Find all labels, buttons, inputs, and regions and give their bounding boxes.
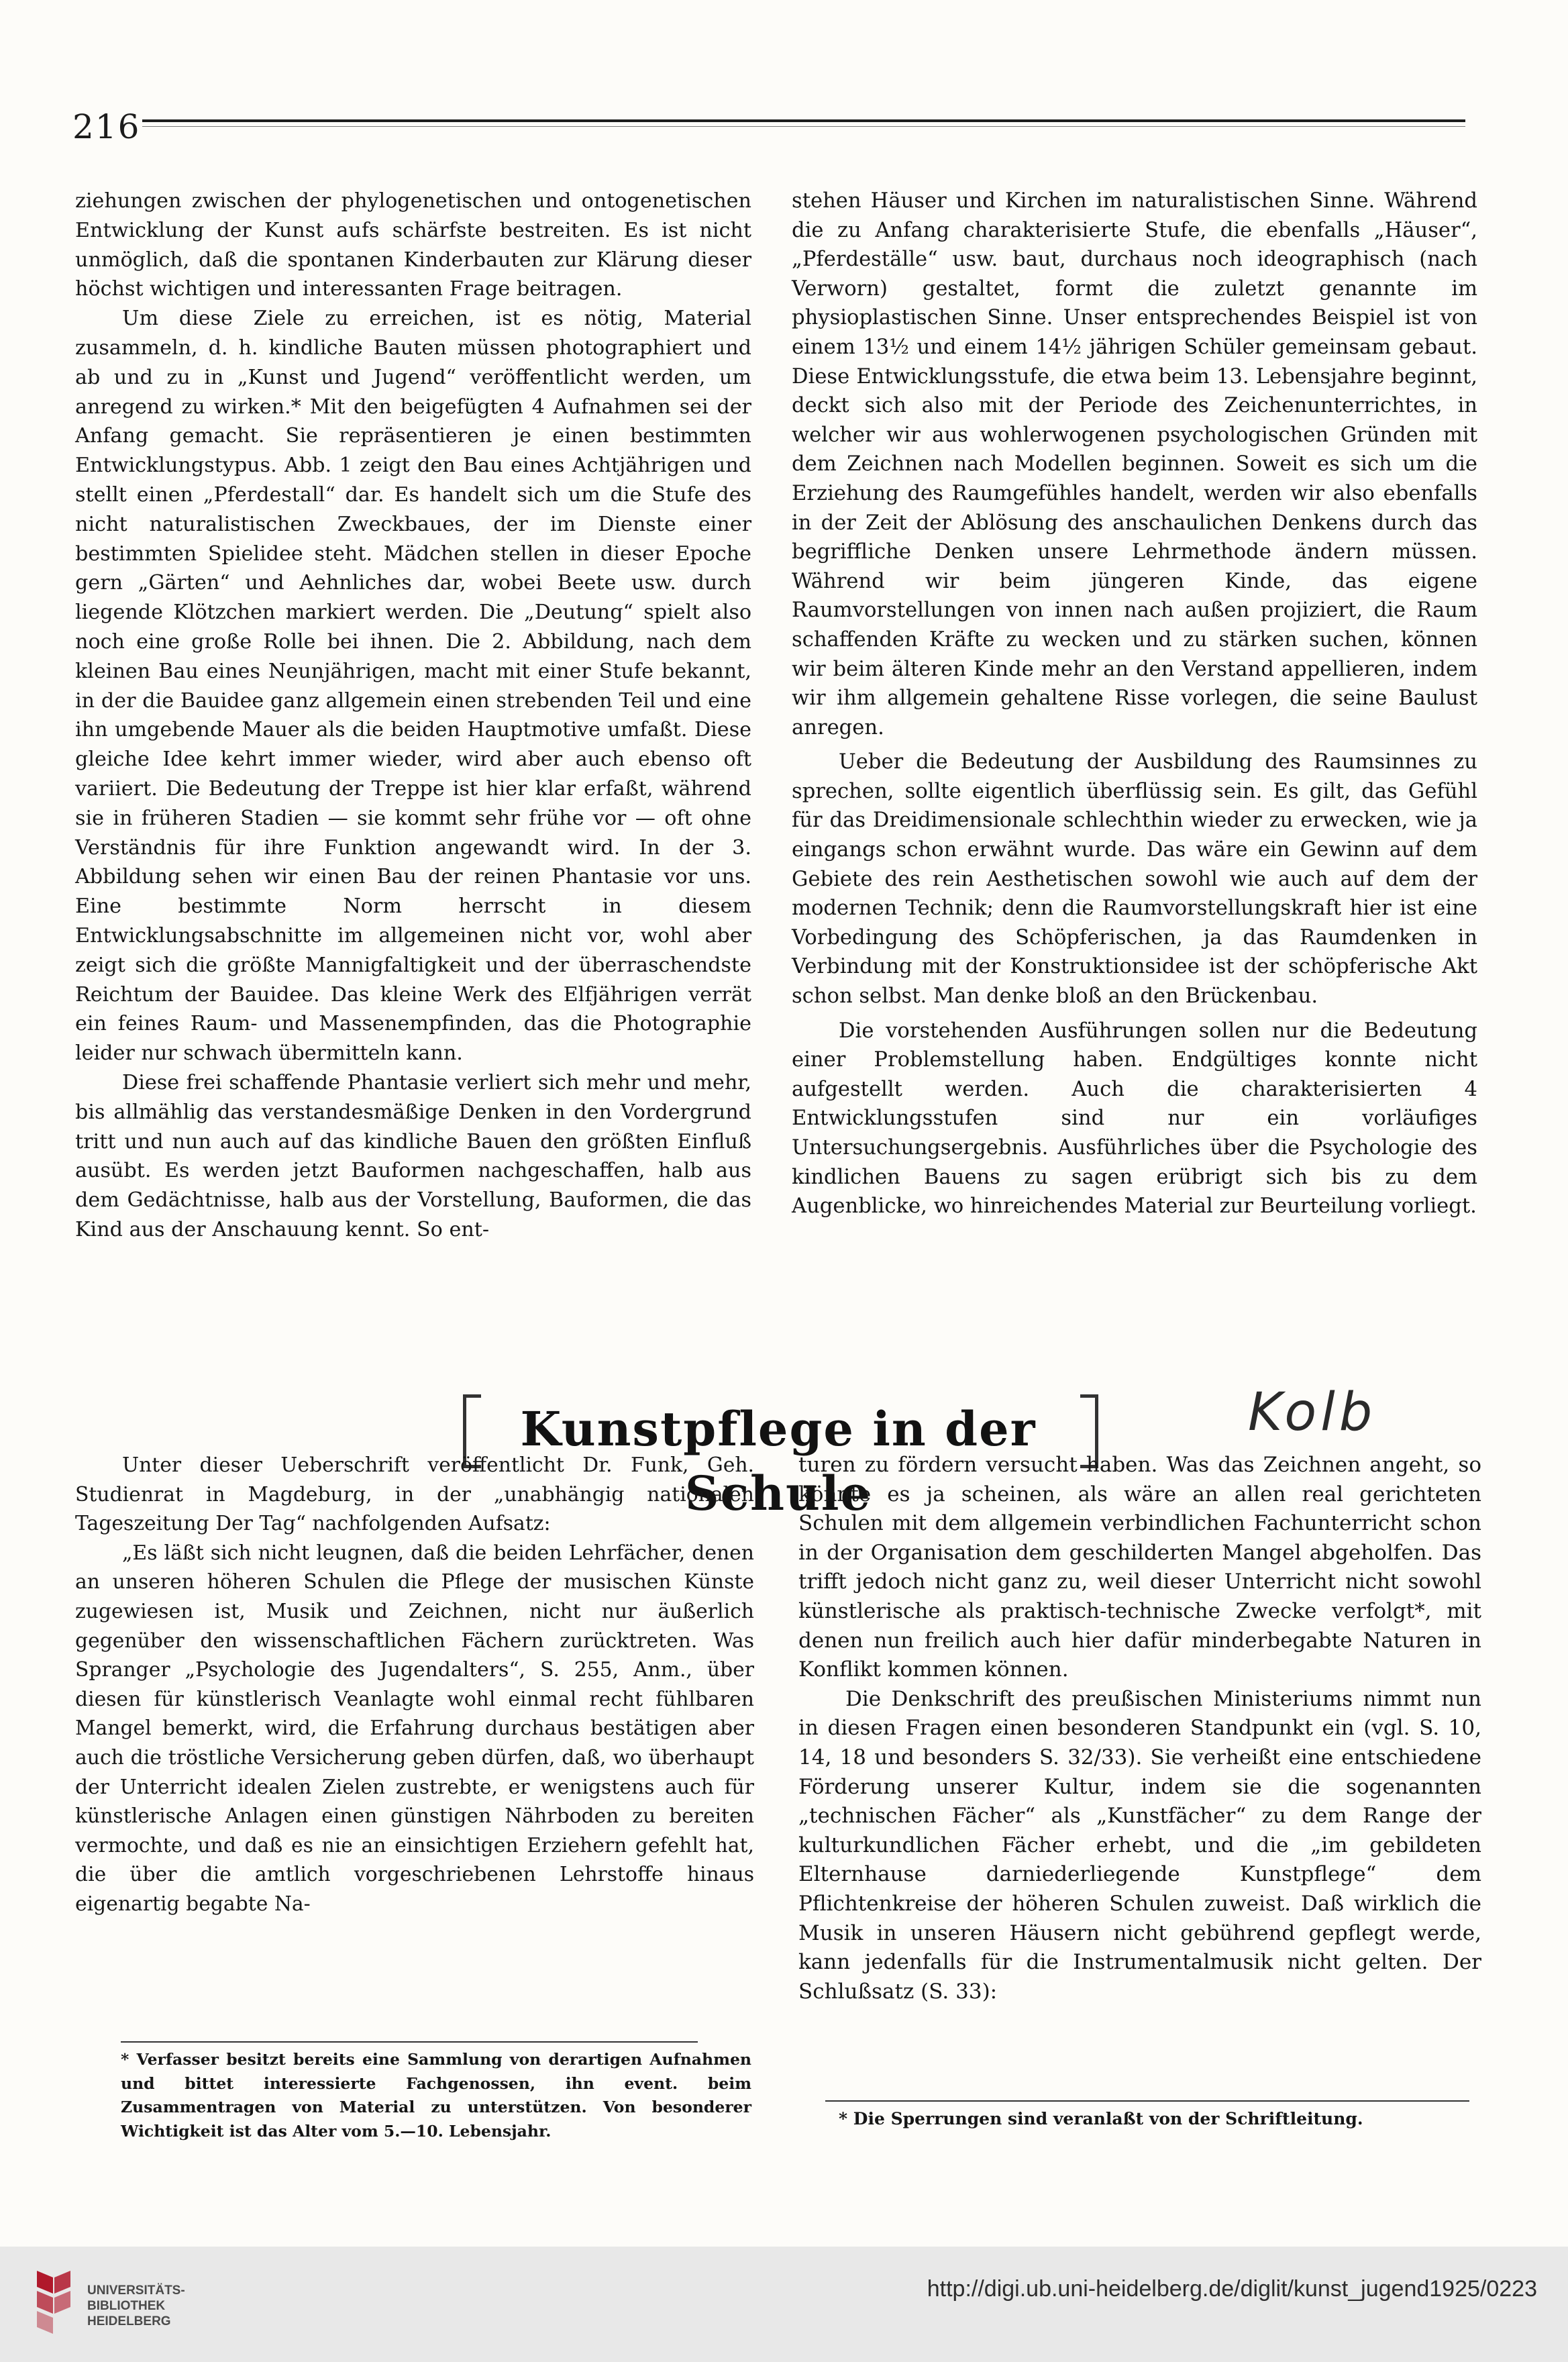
footnote-left: * Verfasser besitzt bereits eine Sammlung von derartigen Aufnahmen und bittet interessierte Fachgenossen, ihn event. beim Zusammentragen von Material zu unterstützen. Von besonderer Wichtigkeit ist das Alter vom 5.—10. Lebensjahr. <box>121 2050 751 2141</box>
header-rule <box>142 119 1465 122</box>
footnote-rule-left <box>121 2041 698 2043</box>
lower-right-column <box>798 1451 1481 2006</box>
library-name-line: BIBLIOTHEK <box>87 2299 166 2313</box>
paragraph: Ueber die Bedeutung der Ausbildung des Raumsinnes zu sprechen, sollte eigentlich überflüssig sein. Es gilt, das Gefühl für das Dreidimensionale schlechthin wieder zu erwecken, wie ja eingangs schon erwähnt wurde. Das wäre ein Gewinn auf dem Gebiete des rein Aesthetischen sowohl wie auch auf dem der modernen Technik; denn die Raumvorstellungskraft hier ist eine Vorbedingung des Schöpferischen, ja das Raumdenken in Verbindung mit der Konstruktionsidee ist der schöpferische Akt schon selbst. Man denke bloß an den Brückenbau. <box>792 750 1477 1009</box>
lower-left-column <box>75 1451 754 1919</box>
paragraph: Die Denkschrift des preußischen Ministeriums nimmt nun in diesen Fragen einen besonderen Standpunkt ein (vgl. S. 10, 14, 18 und besonders S. 32/33). Sie verheißt eine entschiedene Förderung unserer Kultur, indem sie die sogenannten „technischen Fächer“ als „Kunstfächer“ zu dem Range der kulturkundlichen Fächer erhebt, und die „im gebildeten Elternhause darniederliegende Kunstpflege“ dem Pflichtenkreise der höheren Schulen zuweist. Daß wirklich die Musik in unseren Häusern nicht gebührend gepflegt werde, kann jedenfalls für die Instrumentalmusik nicht gelten. Der Schlußsatz (S. 33): <box>798 1686 1481 2004</box>
upper-left-column <box>75 187 751 1245</box>
library-logo-icon <box>30 2265 77 2339</box>
article-title: Kunstpflege in der Schule <box>520 1401 1037 1521</box>
library-name-line: UNIVERSITÄTS- <box>87 2283 185 2298</box>
footer-bar <box>0 2247 1568 2362</box>
paragraph: turen zu fördern versucht haben. Was das Zeichnen angeht, so könnte es ja scheinen, als wäre an allen real gerichteten Schulen mit dem allgemein verbindlichen Fachunterricht schon in der Organisation dem geschilderten Mangel abgeholfen. Das trifft jedoch nicht ganz zu, weil dieser Unterricht nicht sowohl künstlerische als praktisch-technische Zwecke verfolgt*, mit denen nun freilich auch hier dafür minderbegabte Naturen in Konflikt kommen können. <box>798 1453 1481 1682</box>
footnote-right: * Die Sperrungen sind veranlaßt von der Schriftleitung. <box>839 2109 1363 2128</box>
library-name-line: HEIDELBERG <box>87 2314 171 2328</box>
source-url-link[interactable]: http://digi.ub.uni-heidelberg.de/diglit/kunst_jugend1925/0223 <box>927 2276 1537 2302</box>
paragraph: stehen Häuser und Kirchen im naturalistischen Sinne. Während die zu Anfang charakterisierte Stufe, die ebenfalls „Häuser“, „Pferdeställe“ usw. baut, durchaus noch ideographisch (nach Verworn) gestaltet, formt die zuletzt genannte im physioplastischen Sinne. Unser entsprechendes Beispiel ist von einem 13½ und einem 14½ jährigen Schüler gemeinsam gebaut. Diese Entwicklungsstufe, die etwa beim 13. Lebensjahre beginnt, deckt sich also mit der Periode des Zeichenunterrichtes, in welcher wir aus wohlerwogenen psychologischen Gründen mit dem Zeichnen nach Modellen beginnen. Soweit es sich um die Erziehung des Raumgefühles handelt, werden wir also ebenfalls in der Zeit der Ablösung des anschaulichen Denkens durch das begriffliche Denken unsere Lehrmethode ändern müssen. Während wir beim jüngeren Kinde, das eigene Raumvorstellungen von innen nach außen projiziert, die Raum schaffenden Kräfte zu wecken und zu stärken suchen, können wir beim älteren Kinde mehr an den Verstand appellieren, indem wir ihm allgemein gehaltene Risse vorlegen, die seine Baulust anregen. <box>792 189 1477 739</box>
upper-right-column <box>792 187 1477 1221</box>
handwritten-annotation: Kolb <box>1248 1382 1377 1443</box>
paragraph: „Es läßt sich nicht leugnen, daß die beiden Lehrfächer, denen an unseren höheren Schulen die Pflege der musischen Künste zugewiesen ist, Musik und Zeichnen, nicht nur äußerlich gegenüber den wissenschaftlichen Fächern zurücktreten. Was Spranger „Psychologie des Jugendalters“, S. 255, Anm., über diesen für künstlerisch Veanlagte wohl einmal recht fühlbaren Mangel bemerkt, wird, die Erfahrung durchaus bestätigen aber auch die tröstliche Versicherung geben dürfen, daß, wo überhaupt der Unterricht idealen Zielen zustrebte, er wenigstens auch für künstlerische Anlagen einen günstigen Nährboden zu bereiten vermochte, und daß es nie an einsichtigen Erziehern gefehlt hat, die über die amtlich vorgeschriebenen Lehrstoffe hinaus eigenartig begabte Na- <box>75 1541 754 1916</box>
library-name <box>87 2283 185 2329</box>
paragraph: Die vorstehenden Ausführungen sollen nur die Bedeutung einer Problemstellung haben. Endgültiges konnte nicht aufgestellt werden. Auch die charakterisierten 4 Entwicklungsstufen sind nur ein vorläufiges Untersuchungsergebnis. Ausführliches über die Psychologie des kindlichen Bauens zu sagen erübrigt sich bis zu dem Augenblicke, wo hinreichendes Material zur Beurteilung vorliegt. <box>792 1019 1477 1219</box>
footnote-rule-right <box>825 2100 1469 2102</box>
page-number: 216 <box>72 107 141 146</box>
paragraph: Diese frei schaffende Phantasie verliert sich mehr und mehr, bis allmählig das verstandesmäßige Denken in den Vordergrund tritt und nun auch auf das kindliche Bauen den größten Einfluß ausübt. Es werden jetzt Bauformen nachgeschaffen, halb aus dem Gedächtnisse, halb aus der Vorstellung, Bauformen, die das Kind aus der Anschauung kennt. So ent- <box>75 1070 751 1241</box>
header-rule-thin <box>142 126 1465 127</box>
paragraph: Unter dieser Ueberschrift veröffentlicht Dr. Funk, Geh. Studienrat in Magdeburg, in der „unabhängig nationalen Tageszeitung Der Tag“ nachfolgenden Aufsatz: <box>75 1453 754 1536</box>
paragraph: Um diese Ziele zu erreichen, ist es nötig, Material zusammeln, d. h. kindliche Bauten müssen photographiert und ab und zu in „Kunst und Jugend“ veröffentlicht werden, um anregend zu wirken.* Mit den beigefügten 4 Aufnahmen sei der Anfang gemacht. Sie repräsentieren je einen bestimmten Entwicklungstypus. Abb. 1 zeigt den Bau eines Achtjährigen und stellt einen „Pferdestall“ dar. Es handelt sich um die Stufe des nicht naturalistischen Zweckbaues, der im Dienste einer bestimmten Spielidee steht. Mädchen stellen in dieser Epoche gern „Gärten“ und Aehnliches dar, wobei Beete usw. durch liegende Klötzchen markiert werden. Die „Deutung“ spielt also noch eine große Rolle bei ihnen. Die 2. Abbildung, nach dem kleinen Bau eines Neunjährigen, macht mit einer Stufe bekannt, in der die Bauidee ganz allgemein einen strebenden Teil und eine ihn umgebende Mauer als die beiden Hauptmotive umfaßt. Diese gleiche Idee kehrt immer wieder, wird aber auch ebenso oft variiert. Die Bedeutung der Treppe ist hier klar erfaßt, während sie in früheren Stadien — sie kommt sehr frühe vor — oft ohne Verständnis für ihre Funktion angewandt wird. In der 3. Abbildung sehen wir einen Bau der reinen Phantasie vor uns. Eine bestimmte Norm herrscht in diesem Entwicklungsabschnitte im allgemeinen nicht vor, wohl aber zeigt sich die größte Mannigfaltigkeit und der überraschendste Reichtum der Bauidee. Das kleine Werk des Elfjährigen verrät ein feines Raum- und Massenempfinden, das die Photographie leider nur schwach übermitteln kann. <box>75 307 751 1066</box>
paragraph: ziehungen zwischen der phylogenetischen und ontogenetischen Entwicklung der Kunst aufs schärfste bestreiten. Es ist nicht unmöglich, daß die spontanen Kinderbauten zur Klärung dieser höchst wichtigen und interessanten Frage beitragen. <box>75 189 751 301</box>
